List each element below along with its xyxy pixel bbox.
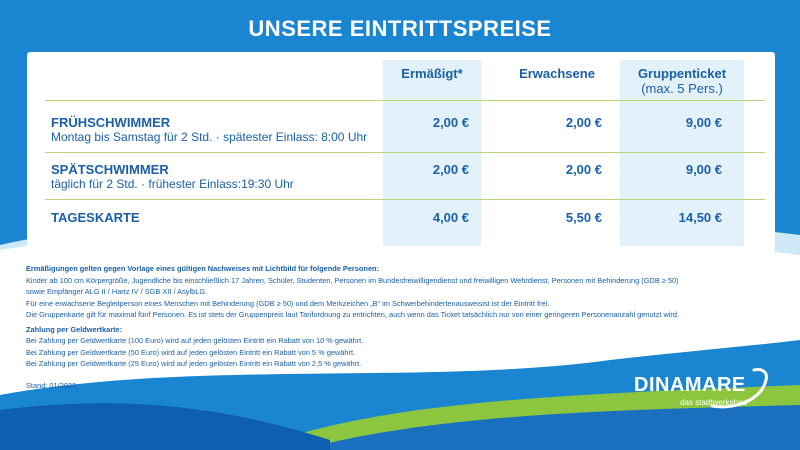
column-header-group — [620, 66, 744, 96]
logo-wordmark: DINAMARE — [634, 374, 746, 396]
notes-line: Bei Zahlung per Geldwertkarte (50 Euro) wird auf jeden gelösten Eintritt ein Rabatt von 5 % gewährt. — [26, 347, 356, 357]
column-header-group-label: Gruppenticket — [637, 66, 727, 81]
price-reduced: 2,00 € — [432, 162, 469, 177]
notes-line: sowie Empfänger ALG II / Hartz IV / SGB XII / AsylbLG. — [26, 287, 208, 296]
row-title: TAGESKARTE — [51, 210, 140, 225]
notes-line: Kinder ab 100 cm Körpergröße, Jugendliche bis einschließlich 17 Jahren, Schüler, Studenten, Personen im Bundesfreiwilligendienst und freiwilligen Wehrdienst, Personen mit Behinderung (GDB ≥ 50) — [26, 275, 679, 285]
row-title: SPÄTSCHWIMMER — [51, 162, 169, 177]
row-title: FRÜHSCHWIMMER — [51, 115, 171, 130]
row-separator — [45, 152, 765, 153]
page-title: UNSERE EINTRITTSPREISE — [248, 16, 552, 41]
price-group: 9,00 € — [685, 162, 722, 177]
footnotes — [26, 263, 786, 370]
price-group: 9,00 € — [685, 115, 722, 130]
stand-date: Stand: 01/2023 — [26, 381, 77, 390]
price-adult: 2,00 € — [565, 115, 602, 130]
notes-line: Die Gruppenkarte gilt für maximal fünf Personen. Es ist stets der Gruppenpreis laut Tarifordnung zu entrichten, auch wenn das Ticket tatsächlich nur von einer geringeren Personenanzahl genutzt wird. — [26, 310, 680, 319]
row-separator — [45, 199, 765, 200]
column-header-group-sub: (max. 5 Pers.) — [641, 81, 723, 96]
notes-line: Für eine erwachsene Begleitperson eines Menschen mit Behinderung (GDB ≥ 50) und dem Merkzeichen „B“ im Schwerbehindertenausweisist ist der Eintritt frei. — [26, 298, 550, 308]
column-header-reduced: Ermäßigt* — [401, 66, 463, 81]
row-separator — [45, 100, 765, 101]
price-adult: 2,00 € — [565, 162, 602, 177]
price-table — [27, 52, 775, 252]
price-group: 14,50 € — [678, 210, 722, 225]
notes-heading-discounts: Ermäßigungen gelten gegen Vorlage eines gültigen Nachweises mit Lichtbild für folgende Personen: — [26, 264, 380, 273]
price-adult: 5,50 € — [565, 210, 602, 225]
notes-line: Bei Zahlung per Geldwertkarte (100 Euro) wird auf jeden gelösten Eintritt ein Rabatt von 10 % gewährt. — [26, 336, 364, 345]
price-reduced: 2,00 € — [432, 115, 469, 130]
row-description: Montag bis Samstag für 2 Std. · spätester Einlass: 8:00 Uhr — [51, 130, 368, 144]
price-reduced: 4,00 € — [432, 210, 469, 225]
notes-heading-payment: Zahlung per Geldwertkarte: — [26, 324, 123, 334]
row-description: täglich für 2 Std. · frühester Einlass:19:30 Uhr — [51, 177, 294, 191]
notes-line: Bei Zahlung per Geldwertkarte (25 Euro) wird auf jeden gelösten Eintritt ein Rabatt von 2,5 % gewährt. — [26, 359, 362, 368]
logo-subtitle: das stadtwerkebad — [680, 398, 748, 407]
column-header-adult: Erwachsene — [519, 66, 595, 81]
dinamare-logo — [634, 366, 774, 430]
